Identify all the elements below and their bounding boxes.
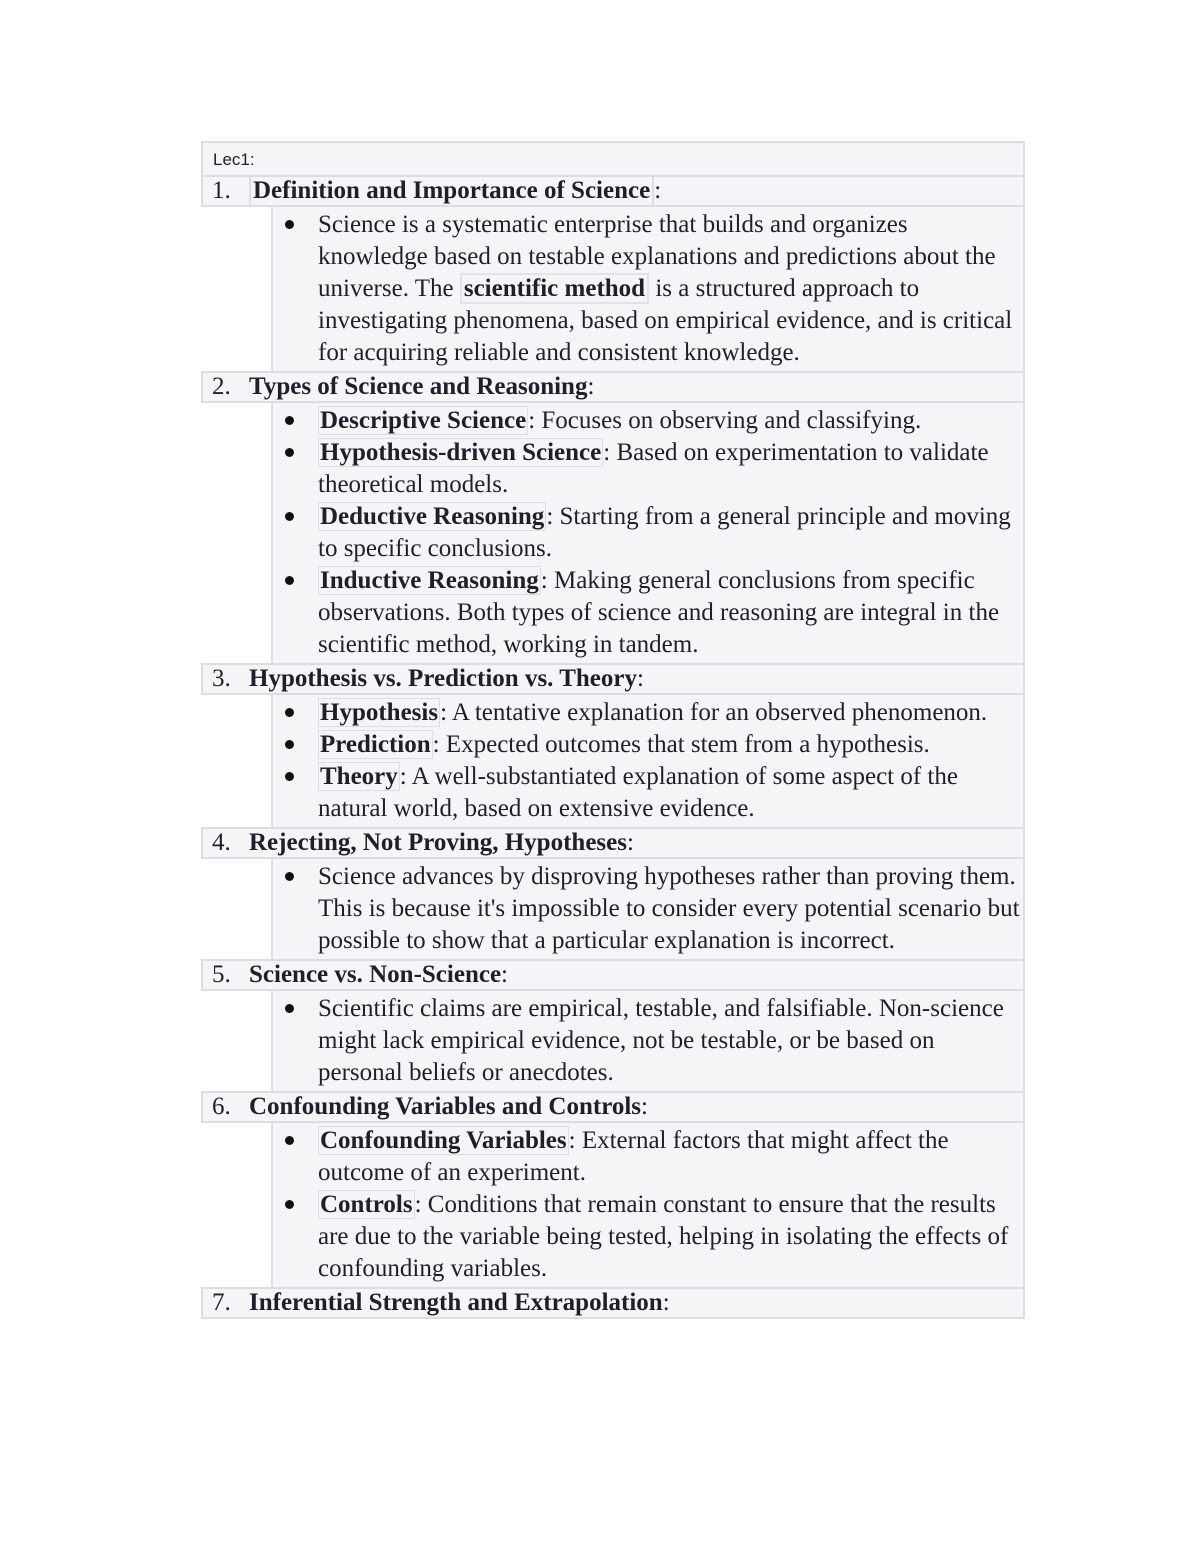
section-title: Definition and Importance of Science [249, 175, 654, 207]
item-text: : External factors that might affect the outcome of an experiment. [318, 1127, 949, 1186]
key-term: scientific method [460, 273, 649, 304]
key-term: Confounding Variables [320, 1127, 567, 1154]
section-heading-3: 3. Hypothesis vs. Prediction vs. Theory : [201, 663, 1025, 695]
item-text: : Expected outcomes that stem from a hypothesis. [432, 731, 930, 758]
item-text: Scientific claims are empirical, testable, and falsifiable. Non-science might lack empirical evidence, not be testable, or be based on personal beliefs or anecdotes. [318, 995, 1004, 1086]
section-number: 4. [212, 829, 231, 856]
section-heading-6: 6. Confounding Variables and Controls : [201, 1091, 1025, 1123]
item-text: Science advances by disproving hypotheses rather than proving them. This is because it's impossible to consider every potential scenario but possible to show that a particular explanation is incorrect. [318, 863, 1020, 954]
section-body-4 [271, 859, 1025, 959]
section-title: Types of Science and Reasoning [249, 373, 588, 400]
section-title: Rejecting, Not Proving, Hypotheses [249, 829, 627, 856]
item-text: Science is a systematic enterprise that builds and organizes knowledge based on testable explanations and predictions about the universe. The [318, 211, 996, 302]
key-term: Inductive Reasoning [320, 567, 539, 594]
item-text: : Based on experimentation to validate theoretical models. [318, 439, 989, 498]
list-item [273, 729, 1023, 761]
section-number: 3. [212, 665, 231, 692]
list-item [273, 993, 1023, 1089]
key-term: Descriptive Science [320, 407, 527, 434]
item-text: is a structured approach to investigating phenomena, based on empirical evidence, and is critical for acquiring reliable and consistent knowledge. [318, 275, 1013, 366]
key-term: Prediction [320, 731, 431, 758]
section-heading-5: 5. Science vs. Non-Science : [201, 959, 1025, 991]
list-item [273, 437, 1023, 501]
section-title: Inferential Strength and Extrapolation [249, 1289, 663, 1316]
list-item [273, 1125, 1023, 1189]
section-title: Science vs. Non-Science [249, 961, 502, 988]
lecture-label: Lec1: [201, 141, 1025, 175]
section-body-1 [271, 207, 1025, 371]
section-heading-1: 1. Definition and Importance of Science : [201, 175, 1025, 207]
item-text: : A well-substantiated explanation of some aspect of the natural world, based on extensive evidence. [318, 763, 958, 822]
section-heading-2: 2. Types of Science and Reasoning : [201, 371, 1025, 403]
key-term: Hypothesis-driven Science [320, 439, 602, 466]
section-number: 2. [212, 373, 231, 400]
document-page [201, 141, 1025, 1319]
list-item [273, 861, 1023, 957]
section-number: 5. [212, 961, 231, 988]
section-body-2 [271, 403, 1025, 663]
section-number: 1. [212, 177, 231, 204]
section-heading-4: 4. Rejecting, Not Proving, Hypotheses : [201, 827, 1025, 859]
list-item [273, 1189, 1023, 1285]
key-term: Theory [320, 763, 398, 790]
section-number: 6. [212, 1093, 231, 1120]
key-term: Controls [320, 1191, 413, 1218]
item-text: : Making general conclusions from specific observations. Both types of science and reasoning are integral in the scientific method, working in tandem. [318, 567, 1000, 658]
section-heading-7: 7. Inferential Strength and Extrapolation : [201, 1287, 1025, 1319]
item-text: : Starting from a general principle and moving to specific conclusions. [318, 503, 1011, 562]
list-item [273, 405, 1023, 437]
list-item [273, 761, 1023, 825]
section-title: Confounding Variables and Controls [249, 1093, 642, 1120]
list-item [273, 501, 1023, 565]
list-item [273, 565, 1023, 661]
item-text: : Focuses on observing and classifying. [528, 407, 922, 434]
section-body-3 [271, 695, 1025, 827]
section-body-5 [271, 991, 1025, 1091]
section-title: Hypothesis vs. Prediction vs. Theory [249, 665, 637, 692]
key-term: Hypothesis [320, 699, 439, 726]
list-item [273, 697, 1023, 729]
section-number: 7. [212, 1289, 231, 1316]
item-text: : Conditions that remain constant to ensure that the results are due to the variable being tested, helping in isolating the effects of confounding variables. [318, 1191, 1009, 1282]
list-item [273, 209, 1023, 369]
item-text: : A tentative explanation for an observed phenomenon. [440, 699, 988, 726]
section-body-6 [271, 1123, 1025, 1287]
key-term: Deductive Reasoning [320, 503, 545, 530]
